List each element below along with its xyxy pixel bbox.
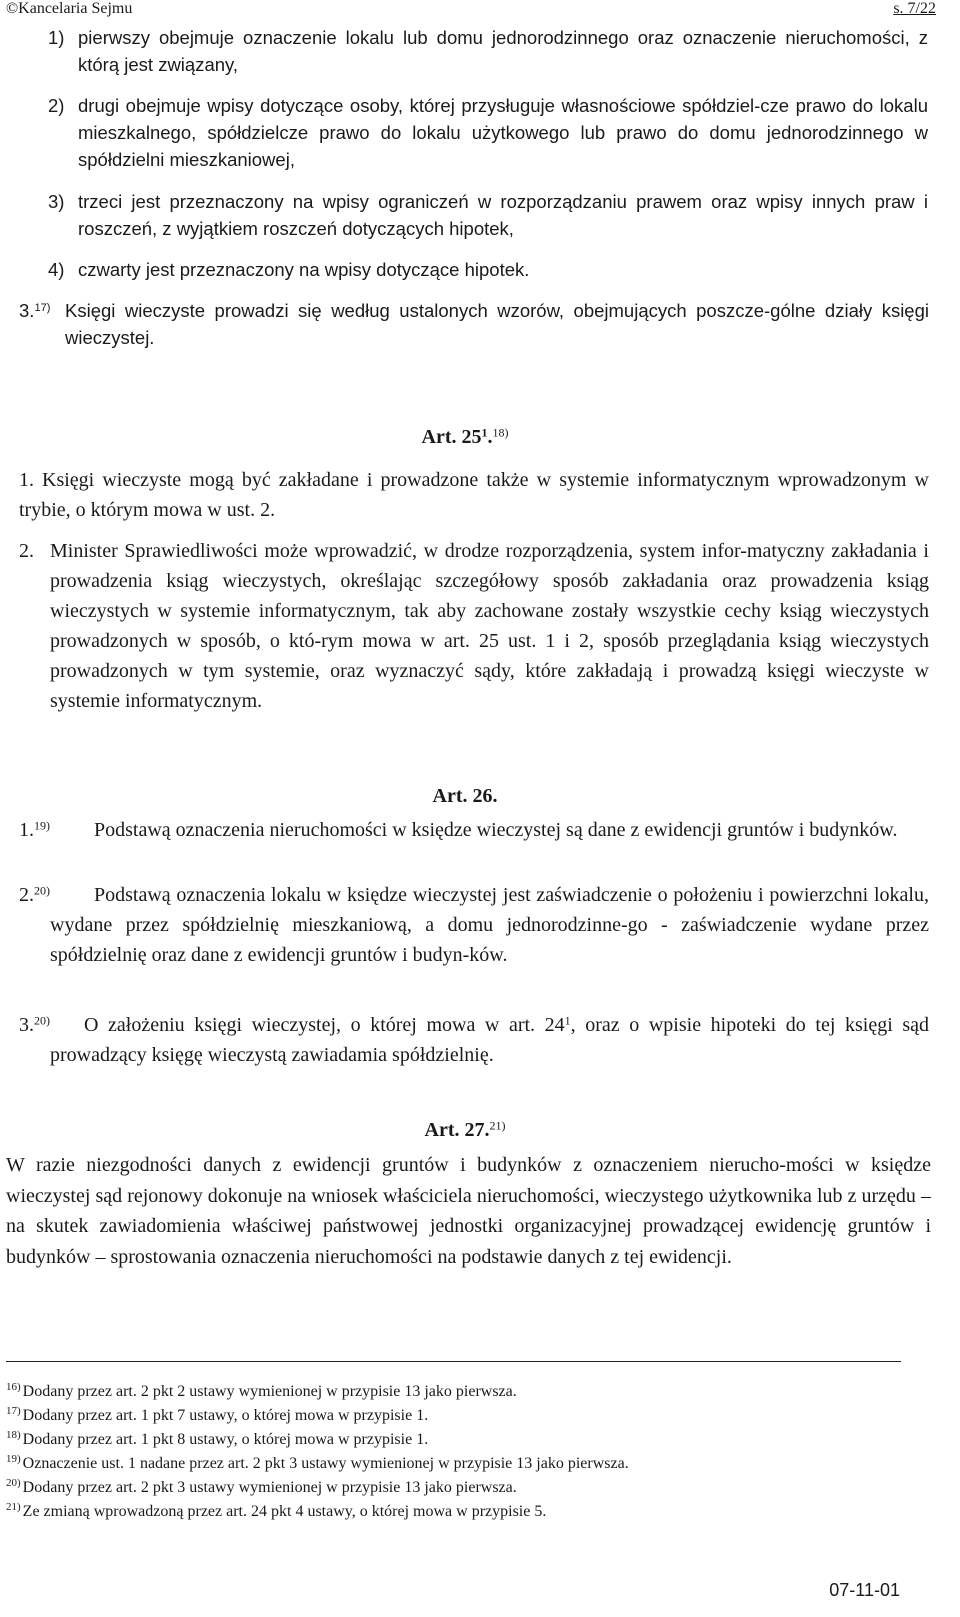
footnote: $^{17)}$ Dodany przez art. 1 pkt 7 ustawy, o której mowa w przypisie 1. bbox=[6, 1405, 429, 1424]
paragraph-number: 2. bbox=[19, 540, 34, 562]
paragraph-number: 3.$^{20)}$ bbox=[19, 1013, 50, 1036]
footnote-number: 17) bbox=[6, 1405, 21, 1417]
paragraph-text: Księgi wieczyste mogą być zakładane i prowadzone także w systemie informatycznym wprowadzonym w trybie, o którym mowa w ust. 2. bbox=[19, 469, 929, 521]
paragraph-text: Podstawą oznaczenia lokalu w księdze wieczystej jest zaświadczenie o położeniu i powierzchni lokalu, wydane przez spółdzielnię mieszkaniową, a domu jednorodzinne-go - zaświadczenie wydane przez spółdzielnię oraz dane z ewidencji gruntów i budyn-ków. bbox=[50, 884, 929, 966]
footnote: $^{21)}$ Ze zmianą wprowadzoną przez art. 24 pkt 4 ustawy, o której mowa w przypisie 5. bbox=[6, 1501, 547, 1520]
header-page-number: s. 7/22 bbox=[893, 0, 936, 17]
paragraph-number: 3.$^{17)}$ bbox=[19, 300, 51, 321]
article-title: Art. 26. bbox=[432, 785, 498, 807]
list-item-text: drugi obejmuje wpisy dotyczące osoby, której przysługuje własnościowe spółdziel-cze prawo do lokalu mieszkalnego, spółdzielcze prawo do lokalu użytkowego lub prawo do domu jednorodzinnego w spółdzielni mieszkaniowej, bbox=[78, 95, 928, 170]
document-code: 07-11-01 bbox=[829, 1580, 900, 1600]
list-item-number: 3) bbox=[48, 191, 65, 212]
paragraph-text: O założeniu księgi wieczystej, o której mowa w art. $24^1$, oraz o wpisie hipoteki do tej księgi sąd prowadzący księgę wieczystą zawiadamia spółdzielnię. bbox=[50, 1013, 930, 1066]
article-paragraph bbox=[19, 465, 929, 525]
footnote-number: 19) bbox=[6, 1453, 21, 1465]
list-item bbox=[48, 256, 928, 283]
footnote-ref: 19) bbox=[34, 818, 50, 833]
list-item bbox=[48, 24, 928, 78]
footnote: $^{20)}$ Dodany przez art. 2 pkt 3 ustawy wymienionej w przypisie 13 jako pierwsza. bbox=[6, 1477, 517, 1496]
footnote: $^{18)}$ Dodany przez art. 1 pkt 8 ustawy, o której mowa w przypisie 1. bbox=[6, 1429, 429, 1448]
footnote: $^{19)}$ Oznaczenie ust. 1 nadane przez art. 2 pkt 3 ustawy wymienionej w przypisie 13 jako pierwsza. bbox=[6, 1453, 629, 1472]
footnote-number: 20) bbox=[6, 1477, 21, 1489]
article-body: W razie niezgodności danych z ewidencji gruntów i budynków z oznaczeniem nierucho-mości w księdze wieczystej sąd rejonowy dokonuje na wniosek właściciela nieruchomości, wieczystego użytkownika lub z urzędu – na skutek zawiadomienia właściwej państwowej jednostki organizacyjnej prowadzącej ewidencję gruntów i budynków – sprostowania oznaczenia nieruchomości na podstawie danych z tej ewidencji. bbox=[6, 1154, 931, 1268]
footnote-number: 21) bbox=[6, 1501, 21, 1513]
footnote-number: 16) bbox=[6, 1381, 21, 1393]
article-paragraph bbox=[19, 1010, 929, 1070]
footnote-number: 18) bbox=[6, 1429, 21, 1441]
article-paragraph bbox=[19, 880, 929, 970]
list-item bbox=[48, 92, 928, 173]
list-item-number: 4) bbox=[48, 259, 65, 280]
paragraph-text: Minister Sprawiedliwości może wprowadzić, w drodze rozporządzenia, system infor-matyczny zakładania i prowadzenia ksiąg wieczystych, określając szczegółowy sposób zakładania oraz prowadzenia ksiąg wieczystych w systemie informatycznym, tak aby zachowane zostały wszystkie cechy ksiąg wieczystych prowadzonych w sposób, o któ-rym mowa w art. 25 ust. 1 i 2, sposób przeglądania ksiąg wieczystych prowadzonych w tym systemie, oraz wyznaczyć sądy, które zakładają i prowadzą księgi wieczyste w systemie informatycznym. bbox=[50, 540, 929, 712]
article-title: Art. 27.$^{21)}$ bbox=[424, 1118, 506, 1141]
paragraph-text: Księgi wieczyste prowadzi się według ustalonych wzorów, obejmujących poszcze-gólne działy księgi wieczystej. bbox=[65, 300, 929, 348]
list-item-text: pierwszy obejmuje oznaczenie lokalu lub domu jednorodzinnego oraz oznaczenie nieruchomości, z którą jest związany, bbox=[78, 27, 928, 75]
paragraph-text: Podstawą oznaczenia nieruchomości w księdze wieczystej są dane z ewidencji gruntów i budynków. bbox=[94, 819, 898, 841]
paragraph-number: 1. bbox=[19, 469, 34, 491]
footnote-ref: 21) bbox=[489, 1118, 506, 1133]
list-item-number: 1) bbox=[48, 27, 65, 48]
footnote-divider bbox=[6, 1361, 901, 1362]
footnote: $^{16)}$ Dodany przez art. 2 pkt 2 ustawy wymienionej w przypisie 13 jako pierwsza. bbox=[6, 1381, 517, 1400]
header-source: ©Kancelaria Sejmu bbox=[6, 0, 133, 17]
paragraph-3 bbox=[19, 297, 929, 351]
list-item-text: trzeci jest przeznaczony na wpisy ograniczeń w rozporządzaniu prawem oraz wpisy innych praw i roszczeń, z wyjątkiem roszczeń dotyczących hipotek, bbox=[78, 191, 928, 239]
paragraph-number: 2.$^{20)}$ bbox=[19, 883, 50, 906]
list-item-number: 2) bbox=[48, 95, 65, 116]
article-paragraph bbox=[19, 815, 929, 845]
article-title: Art. $25^1.^{18)}$ bbox=[421, 425, 509, 448]
paragraph-number: 1.$^{19)}$ bbox=[19, 818, 50, 841]
list-item-text: czwarty jest przeznaczony na wpisy dotyczące hipotek. bbox=[78, 259, 530, 280]
footnote-ref: 18) bbox=[492, 425, 509, 440]
footnote-ref: 17) bbox=[34, 301, 51, 314]
footnote-ref: 20) bbox=[34, 883, 50, 898]
footnote-ref: 20) bbox=[34, 1013, 50, 1028]
article-paragraph bbox=[19, 536, 929, 716]
list-item bbox=[48, 188, 928, 242]
